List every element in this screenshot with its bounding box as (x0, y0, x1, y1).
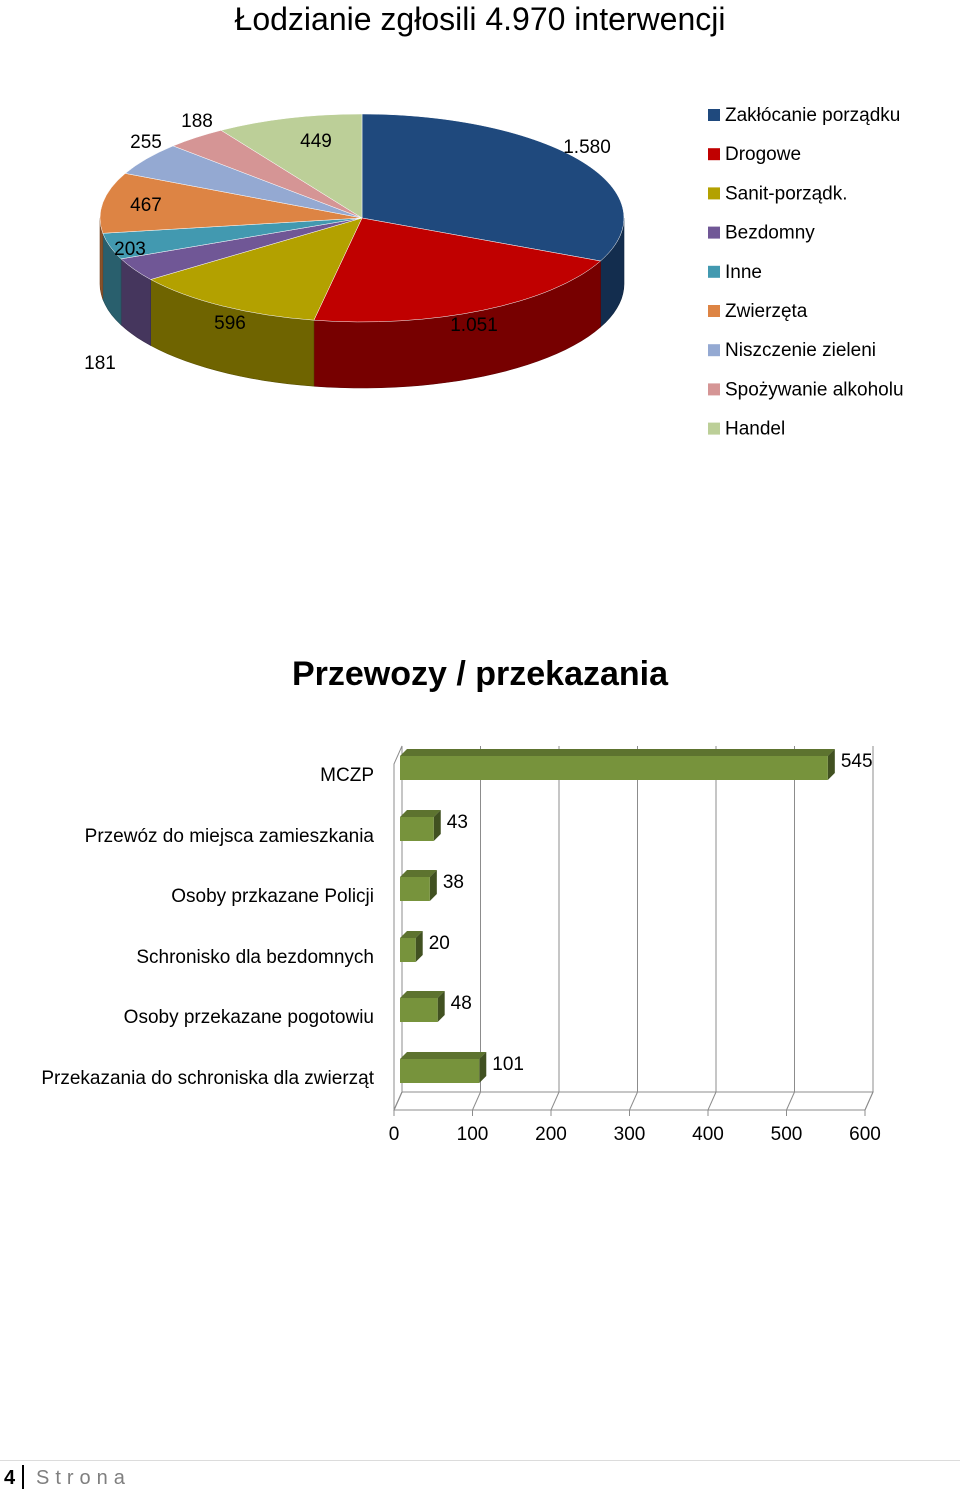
bar-category-label-3: Schronisko dla bezdomnych (136, 947, 374, 968)
legend-label-4: Inne (725, 261, 762, 283)
legend-label-0: Zakłócanie porządku (725, 105, 901, 126)
pie-value-label-0: 1.580 (563, 137, 611, 158)
bar-side-wall (394, 746, 402, 1110)
pie-value-label-6: 255 (130, 132, 162, 153)
bar-value-label-0: 545 (840, 751, 873, 772)
x-tick-label-5: 500 (770, 1124, 803, 1145)
x-tick-label-3: 300 (613, 1124, 646, 1145)
bar-value-label-5: 101 (492, 1054, 524, 1075)
legend-label-3: Bezdomny (725, 222, 815, 244)
pie-value-label-4: 203 (114, 239, 146, 260)
bar-value-label-1: 43 (446, 812, 468, 833)
page-word: Strona (36, 1467, 131, 1489)
bar-floor-line-1 (473, 1092, 481, 1110)
pie-value-label-8: 449 (300, 131, 332, 152)
bar-face-1 (400, 817, 434, 841)
bar-category-label-1: Przewóz do miejsca zamieszkania (84, 826, 374, 847)
bar-3 (400, 931, 423, 962)
x-tick-label-2: 200 (535, 1124, 567, 1145)
bar-category-label-0: MCZP (320, 765, 374, 786)
x-tick-label-4: 400 (692, 1124, 724, 1145)
footer-separator (22, 1465, 24, 1489)
bar-floor-line-6 (865, 1092, 873, 1110)
bar-value-label-3: 20 (428, 933, 450, 954)
page-number: 4 (4, 1467, 16, 1489)
bar-face-3 (400, 938, 416, 962)
bar-0 (400, 749, 835, 780)
legend-label-1: Drogowe (725, 144, 802, 166)
legend-label-5: Zwierzęta (725, 301, 808, 322)
bar-face-4 (400, 998, 438, 1022)
pie-value-label-7: 188 (181, 111, 213, 132)
page-footer (0, 1460, 960, 1493)
bar-face-5 (400, 1059, 479, 1083)
legend-label-8: Handel (725, 418, 786, 440)
legend-label-2: Sanit-porządk. (725, 183, 848, 205)
legend-label-6: Niszczenie zieleni (725, 340, 877, 362)
bar-floor-line-5 (787, 1092, 795, 1110)
legend-label-7: Spożywanie alkoholu (725, 379, 904, 401)
pie-value-label-2: 596 (214, 313, 246, 334)
bar-top-5 (400, 1052, 486, 1059)
bar-category-label-2: Osoby przkazane Policji (171, 886, 374, 907)
bar-top-4 (400, 991, 445, 998)
bar-category-label-4: Osoby przekazane pogotowiu (123, 1007, 374, 1028)
pie-value-label-5: 467 (130, 195, 162, 216)
bar-face-2 (400, 877, 430, 901)
bar-1 (400, 810, 441, 841)
pie-chart-title: Łodzianie zgłosili 4.970 interwencji (234, 1, 726, 37)
bar-chart-title: Przewozy / przekazania (291, 655, 669, 693)
bar-value-label-4: 48 (450, 993, 472, 1014)
bar-category-label-5: Przekazania do schroniska dla zwierząt (41, 1068, 374, 1089)
bar-2 (400, 870, 437, 901)
bar-floor-line-4 (708, 1092, 716, 1110)
bar-floor-line-2 (551, 1092, 559, 1110)
bar-value-label-2: 38 (442, 872, 464, 893)
pie-value-label-3: 181 (84, 353, 116, 374)
x-tick-label-0: 0 (388, 1124, 400, 1145)
bar-face-0 (400, 756, 828, 780)
bar-top-1 (400, 810, 441, 817)
x-tick-label-1: 100 (456, 1124, 489, 1145)
pie-value-label-1: 1.051 (450, 315, 498, 336)
bar-5 (400, 1052, 486, 1083)
bar-top-0 (400, 749, 835, 756)
bar-floor-line-3 (630, 1092, 638, 1110)
bar-4 (400, 991, 445, 1022)
x-tick-label-6: 600 (849, 1124, 881, 1145)
bar-floor-line-0 (394, 1092, 402, 1110)
